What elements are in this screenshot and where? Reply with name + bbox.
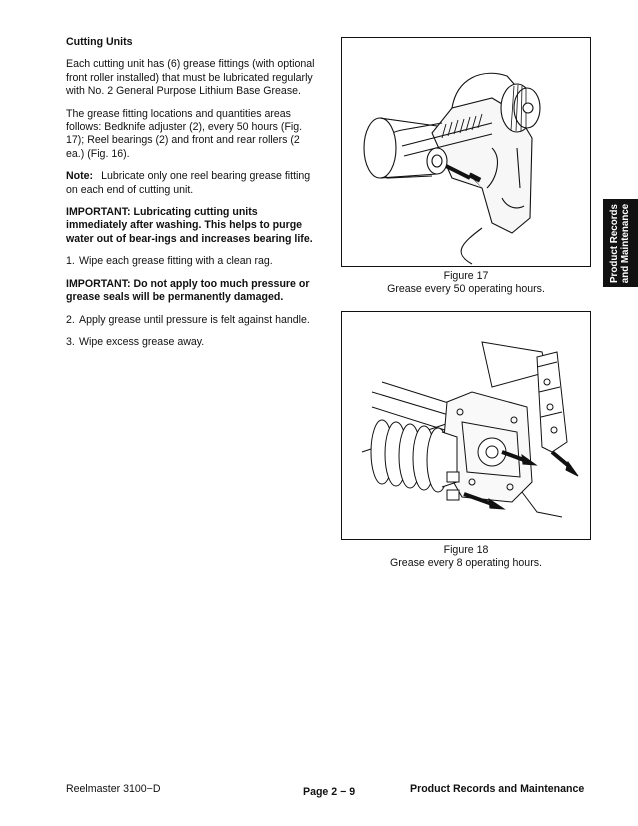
note-label: Note: [66, 170, 94, 183]
step-3 [66, 336, 318, 349]
step-2 [66, 314, 318, 327]
step-3-number: 3. [66, 335, 75, 348]
important-washing: IMPORTANT: Lubricating cutting units immediately after washing. This helps to purge water out of bear-ings and increases bearing life. [66, 206, 313, 245]
footer-page-number: Page 2 − 9 [303, 786, 356, 798]
footer-section-title: Product Records and Maintenance [410, 783, 585, 795]
section-side-tab [603, 199, 638, 287]
cutting-unit-rollers-drawing [342, 312, 590, 539]
figure-17-number: Figure 17 [443, 270, 489, 282]
figure-18-number: Figure 18 [443, 544, 489, 556]
side-tab-line-1: Product Records [609, 203, 621, 283]
side-tab-line-2: and Maintenance [619, 203, 631, 283]
step-1-text: Wipe each grease fitting with a clean rag. [79, 255, 273, 268]
figure-17-illustration [341, 37, 591, 267]
step-2-number: 2. [66, 313, 75, 326]
step-3-text: Wipe excess grease away. [79, 335, 205, 348]
step-1-number: 1. [66, 255, 75, 268]
figure-18-text: Grease every 8 operating hours. [390, 557, 542, 569]
section-heading: Cutting Units [66, 36, 133, 48]
main-text-column [66, 36, 318, 358]
figure-18-caption [341, 544, 591, 570]
figure-17-caption [341, 270, 591, 296]
step-1 [66, 255, 318, 268]
figure-18-illustration [341, 311, 591, 540]
step-2-text: Apply grease until pressure is felt against handle. [79, 313, 310, 326]
important-pressure: IMPORTANT: Do not apply too much pressure or grease seals will be permanently damaged. [66, 277, 310, 304]
side-tab-label [610, 203, 631, 282]
intro-paragraph: Each cutting unit has (6) grease fittings (with optional front roller installed) that must be lubricated regularly with No. 2 General Purpose Lithium Base Grease. [66, 58, 315, 98]
note-text: Lubricate only one reel bearing grease fitting on each end of cutting unit. [66, 170, 311, 196]
fitting-locations-paragraph: The grease fitting locations and quantities areas follows: Bedknife adjuster (2), every 50 hours (Fig. 17); Reel bearings (2) and front and rear rollers (2 ea.) (Fig. 16). [66, 107, 303, 160]
note-paragraph [66, 170, 318, 197]
footer-model: Reelmaster 3100−D [66, 783, 161, 795]
bedknife-adjuster-drawing [342, 38, 590, 266]
figure-17-text: Grease every 50 operating hours. [387, 283, 545, 295]
grease-fitting-arrow-icon [552, 452, 578, 476]
